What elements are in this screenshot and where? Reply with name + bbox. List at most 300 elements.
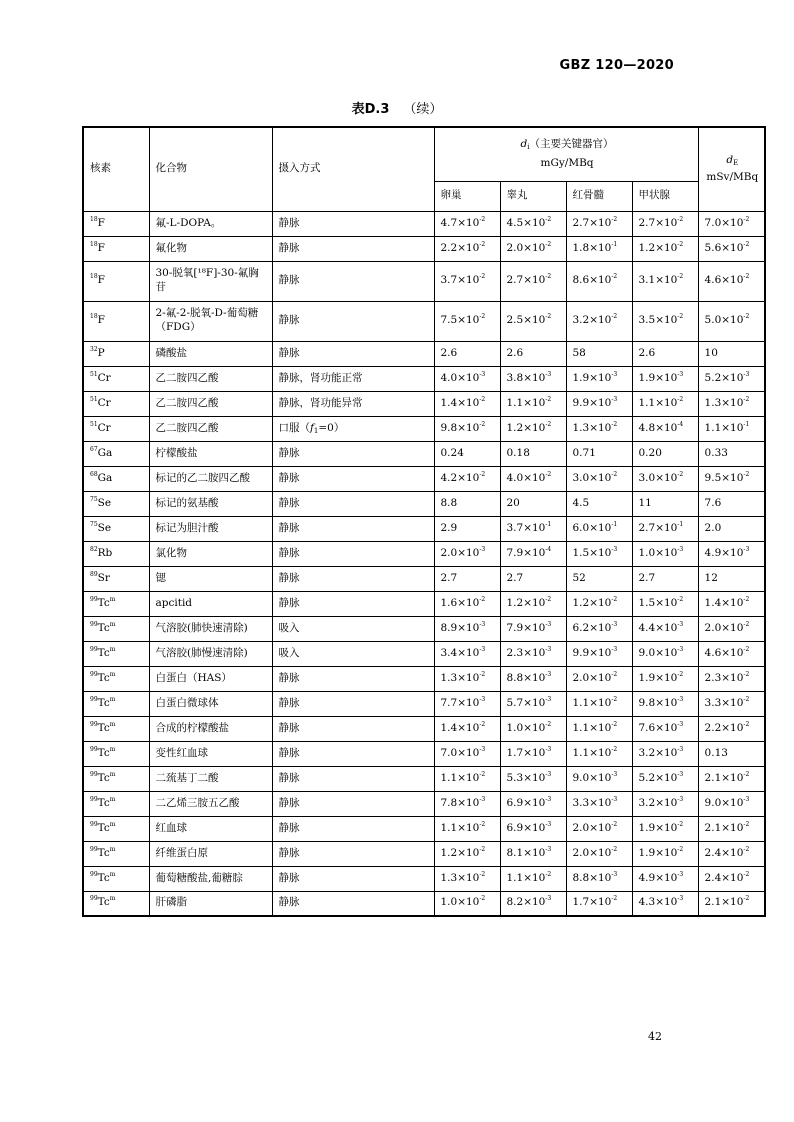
value-exponent: -3 xyxy=(545,370,552,378)
nuclide-element: Tc xyxy=(97,846,110,859)
intake-text: 静脉 xyxy=(278,521,300,534)
intake-cell xyxy=(272,766,434,791)
red-bone-marrow-dose: $2.0\times 10^{-2}$ xyxy=(566,841,632,866)
intake-cell xyxy=(272,691,434,716)
testis-dose: $2.7\times 10^{-2}$ xyxy=(500,261,566,301)
nuclide-meta: m xyxy=(109,720,116,728)
value-exponent: -3 xyxy=(611,370,618,378)
intake-cell xyxy=(272,616,434,641)
intake-f-sub: 1 xyxy=(313,426,319,435)
intake-cell xyxy=(272,591,434,616)
value-exponent: -3 xyxy=(479,545,486,553)
nuclide-mass: 67 xyxy=(90,445,98,453)
effective-dose xyxy=(698,741,765,766)
ovary-dose: $1.4\times 10^{-2}$ xyxy=(434,716,500,741)
nuclide-mass: 18 xyxy=(90,240,98,248)
compound-cell: 二巯基丁二酸 xyxy=(149,766,272,791)
nuclide-mass: 99 xyxy=(90,720,98,728)
nuclide-mass: 18 xyxy=(90,313,98,321)
effective-dose xyxy=(698,491,765,516)
ovary-dose: $7.0\times 10^{-3}$ xyxy=(434,741,500,766)
ovary-dose xyxy=(434,341,500,366)
testis-dose: $1.2\times 10^{-2}$ xyxy=(500,591,566,616)
value-mantissa: 4.9 xyxy=(638,871,656,884)
value-exponent: -2 xyxy=(545,420,552,428)
testis-dose: $5.3\times 10^{-3}$ xyxy=(500,766,566,791)
thyroid-dose: $1.9\times 10^{-2}$ xyxy=(632,841,698,866)
value-mantissa: 1.9 xyxy=(638,846,656,859)
nuclide-cell xyxy=(83,416,149,441)
value-exponent: -3 xyxy=(545,770,552,778)
effective-dose: $2.1\times 10^{-2}$ xyxy=(698,766,765,791)
value-mantissa: 1.5 xyxy=(638,596,656,609)
header-nuclide: 核素 xyxy=(83,127,149,211)
compound-cell: 标记的乙二胺四乙酸 xyxy=(149,466,272,491)
value-mantissa: 2.9 xyxy=(440,521,458,534)
value-exponent: -3 xyxy=(479,620,486,628)
nuclide-cell xyxy=(83,341,149,366)
intake-text: 静脉 xyxy=(278,846,300,859)
value-mantissa: 4.2 xyxy=(440,471,458,484)
value-exponent: -2 xyxy=(479,820,486,828)
thyroid-dose: $4.4\times 10^{-3}$ xyxy=(632,616,698,641)
nuclide-cell xyxy=(83,366,149,391)
value-exponent: -3 xyxy=(611,870,618,878)
value-exponent: -2 xyxy=(743,645,750,653)
red-bone-marrow-dose: $1.7\times 10^{-2}$ xyxy=(566,891,632,916)
value-mantissa: 3.4 xyxy=(440,646,458,659)
intake-text: 吸入 xyxy=(278,646,300,659)
value-mantissa: 1.1 xyxy=(440,771,458,784)
nuclide-cell xyxy=(83,891,149,916)
value-exponent: -2 xyxy=(545,595,552,603)
nuclide-cell xyxy=(83,491,149,516)
dose-symbol: d xyxy=(520,137,528,150)
value-mantissa: 1.2 xyxy=(572,596,590,609)
value-mantissa: 3.2 xyxy=(638,746,656,759)
value-exponent: -2 xyxy=(479,895,486,903)
table-row xyxy=(83,516,765,541)
value-mantissa: 4.3 xyxy=(638,896,656,909)
intake-text: 静脉 xyxy=(278,571,300,584)
ovary-dose: $3.7\times 10^{-2}$ xyxy=(434,261,500,301)
value-mantissa: 2.7 xyxy=(638,521,656,534)
table-row xyxy=(83,766,765,791)
nuclide-mass: 99 xyxy=(90,745,98,753)
value-mantissa: 1.1 xyxy=(572,696,590,709)
nuclide-mass: 99 xyxy=(90,845,98,853)
value-exponent: -2 xyxy=(611,820,618,828)
value-mantissa: 12 xyxy=(704,571,718,584)
nuclide-cell xyxy=(83,741,149,766)
nuclide-cell xyxy=(83,391,149,416)
red-bone-marrow-dose: $2.7\times 10^{-2}$ xyxy=(566,211,632,236)
value-mantissa: 1.2 xyxy=(506,596,524,609)
value-mantissa: 2.0 xyxy=(440,546,458,559)
value-exponent: -2 xyxy=(743,895,750,903)
value-mantissa: 4.8 xyxy=(638,421,656,434)
thyroid-dose: $2.7\times 10^{-1}$ xyxy=(632,516,698,541)
table-row xyxy=(83,566,765,591)
value-mantissa: 0.13 xyxy=(704,746,728,759)
testis-dose: $1.1\times 10^{-2}$ xyxy=(500,866,566,891)
value-mantissa: 0.20 xyxy=(638,446,662,459)
effective-dose: $2.1\times 10^{-2}$ xyxy=(698,891,765,916)
intake-text: 静脉 xyxy=(278,546,300,559)
value-mantissa: 1.3 xyxy=(704,396,722,409)
value-exponent: -3 xyxy=(677,720,684,728)
nuclide-cell xyxy=(83,466,149,491)
testis-dose: $8.8\times 10^{-3}$ xyxy=(500,666,566,691)
value-exponent: -4 xyxy=(677,420,684,428)
header-organ: 甲状腺 xyxy=(632,181,698,211)
testis-dose: $2.3\times 10^{-3}$ xyxy=(500,641,566,666)
value-exponent: -2 xyxy=(479,215,486,223)
value-exponent: -2 xyxy=(479,420,486,428)
compound-cell: 2-氟-2-脱氧-D-葡萄糖（FDG） xyxy=(149,301,272,341)
nuclide-cell xyxy=(83,791,149,816)
red-bone-marrow-dose: $8.8\times 10^{-3}$ xyxy=(566,866,632,891)
value-mantissa: 4.9 xyxy=(704,546,722,559)
value-mantissa: 1.9 xyxy=(638,821,656,834)
value-exponent: -3 xyxy=(545,820,552,828)
value-exponent: -1 xyxy=(545,520,552,528)
ovary-dose: $7.7\times 10^{-3}$ xyxy=(434,691,500,716)
nuclide-meta: m xyxy=(109,845,116,853)
nuclide-element: Tc xyxy=(97,746,110,759)
table-row xyxy=(83,591,765,616)
intake-text: 静脉，肾功能正常 xyxy=(278,371,363,384)
intake-cell xyxy=(272,566,434,591)
value-exponent: -3 xyxy=(545,745,552,753)
effective-dose: $2.3\times 10^{-2}$ xyxy=(698,666,765,691)
nuclide-cell xyxy=(83,301,149,341)
value-exponent: -2 xyxy=(677,395,684,403)
value-exponent: -2 xyxy=(743,845,750,853)
value-mantissa: 2.1 xyxy=(704,771,722,784)
value-exponent: -3 xyxy=(677,620,684,628)
table-row xyxy=(83,616,765,641)
thyroid-dose: $7.6\times 10^{-3}$ xyxy=(632,716,698,741)
value-mantissa: 1.7 xyxy=(572,896,590,909)
thyroid-dose: $1.5\times 10^{-2}$ xyxy=(632,591,698,616)
testis-dose: $3.8\times 10^{-3}$ xyxy=(500,366,566,391)
value-exponent: -2 xyxy=(545,273,552,281)
value-mantissa: 5.3 xyxy=(506,771,524,784)
value-mantissa: 4.6 xyxy=(704,646,722,659)
table-row xyxy=(83,391,765,416)
intake-cell xyxy=(272,301,434,341)
value-exponent: -3 xyxy=(545,670,552,678)
effective-dose: $3.3\times 10^{-2}$ xyxy=(698,691,765,716)
value-mantissa: 7.5 xyxy=(440,314,458,327)
compound-cell: 柠檬酸盐 xyxy=(149,441,272,466)
thyroid-dose: $1.0\times 10^{-3}$ xyxy=(632,541,698,566)
ovary-dose: $1.3\times 10^{-2}$ xyxy=(434,866,500,891)
value-exponent: -2 xyxy=(545,240,552,248)
table-continued: （续） xyxy=(403,102,443,117)
thyroid-dose: $9.0\times 10^{-3}$ xyxy=(632,641,698,666)
testis-dose: $8.2\times 10^{-3}$ xyxy=(500,891,566,916)
compound-cell: 纤维蛋白原 xyxy=(149,841,272,866)
compound-cell: 氯化物 xyxy=(149,541,272,566)
thyroid-dose: $1.1\times 10^{-2}$ xyxy=(632,391,698,416)
value-mantissa: 1.1 xyxy=(638,396,656,409)
thyroid-dose: $4.9\times 10^{-3}$ xyxy=(632,866,698,891)
value-exponent: -2 xyxy=(611,273,618,281)
ovary-dose: $3.4\times 10^{-3}$ xyxy=(434,641,500,666)
intake-tail: =0） xyxy=(318,421,345,434)
value-exponent: -3 xyxy=(677,795,684,803)
red-bone-marrow-dose: $1.1\times 10^{-2}$ xyxy=(566,741,632,766)
value-exponent: -2 xyxy=(743,595,750,603)
nuclide-element: P xyxy=(97,346,105,359)
value-exponent: -2 xyxy=(611,420,618,428)
nuclide-element: F xyxy=(97,314,105,327)
effective-dose: $2.4\times 10^{-2}$ xyxy=(698,866,765,891)
value-mantissa: 2.7 xyxy=(638,216,656,229)
nuclide-element: F xyxy=(97,241,105,254)
red-bone-marrow-dose: $3.0\times 10^{-2}$ xyxy=(566,466,632,491)
value-mantissa: 3.1 xyxy=(638,274,656,287)
red-bone-marrow-dose: $9.0\times 10^{-3}$ xyxy=(566,766,632,791)
table-row xyxy=(83,466,765,491)
nuclide-meta: m xyxy=(109,695,116,703)
value-exponent: -3 xyxy=(677,870,684,878)
effective-dose xyxy=(698,566,765,591)
value-mantissa: 2.3 xyxy=(704,671,722,684)
value-exponent: -3 xyxy=(611,395,618,403)
nuclide-element: Tc xyxy=(97,696,110,709)
ovary-dose xyxy=(434,516,500,541)
value-exponent: -3 xyxy=(677,745,684,753)
value-exponent: -3 xyxy=(479,695,486,703)
compound-cell: 肝磷脂 xyxy=(149,891,272,916)
value-exponent: -2 xyxy=(677,240,684,248)
intake-text: 静脉 xyxy=(278,216,300,229)
intake-text: 静脉 xyxy=(278,471,300,484)
dose-table xyxy=(82,126,766,917)
value-mantissa: 5.2 xyxy=(704,371,722,384)
value-exponent: -2 xyxy=(743,215,750,223)
thyroid-dose xyxy=(632,491,698,516)
red-bone-marrow-dose: $1.5\times 10^{-3}$ xyxy=(566,541,632,566)
header-effective-dose xyxy=(698,127,765,211)
value-mantissa: 1.6 xyxy=(440,596,458,609)
nuclide-cell xyxy=(83,866,149,891)
value-exponent: -2 xyxy=(479,395,486,403)
ovary-dose: $1.2\times 10^{-2}$ xyxy=(434,841,500,866)
value-exponent: -3 xyxy=(545,645,552,653)
ovary-dose: $9.8\times 10^{-2}$ xyxy=(434,416,500,441)
thyroid-dose xyxy=(632,441,698,466)
value-exponent: -3 xyxy=(545,895,552,903)
value-exponent: -2 xyxy=(611,720,618,728)
value-exponent: -1 xyxy=(743,420,750,428)
nuclide-mass: 51 xyxy=(90,370,98,378)
value-exponent: -2 xyxy=(611,215,618,223)
thyroid-dose: $2.7\times 10^{-2}$ xyxy=(632,211,698,236)
nuclide-cell xyxy=(83,691,149,716)
nuclide-element: Tc xyxy=(97,771,110,784)
value-exponent: -3 xyxy=(479,795,486,803)
value-mantissa: 1.7 xyxy=(506,746,524,759)
nuclide-element: Tc xyxy=(97,646,110,659)
nuclide-element: Tc xyxy=(97,821,110,834)
nuclide-element: Tc xyxy=(97,721,110,734)
compound-cell: 气溶胶(肺快速清除) xyxy=(149,616,272,641)
value-mantissa: 4.0 xyxy=(440,371,458,384)
nuclide-cell xyxy=(83,516,149,541)
thyroid-dose: $4.3\times 10^{-3}$ xyxy=(632,891,698,916)
testis-dose: $2.0\times 10^{-2}$ xyxy=(500,236,566,261)
intake-cell xyxy=(272,366,434,391)
value-exponent: -3 xyxy=(479,745,486,753)
value-exponent: -4 xyxy=(545,545,552,553)
table-row xyxy=(83,716,765,741)
value-exponent: -2 xyxy=(479,870,486,878)
intake-cell xyxy=(272,391,434,416)
intake-cell xyxy=(272,441,434,466)
value-exponent: -2 xyxy=(479,313,486,321)
red-bone-marrow-dose xyxy=(566,491,632,516)
intake-cell xyxy=(272,816,434,841)
value-mantissa: 7.7 xyxy=(440,696,458,709)
value-mantissa: 9.9 xyxy=(572,396,590,409)
effective-dose: $1.3\times 10^{-2}$ xyxy=(698,391,765,416)
value-mantissa: 8.8 xyxy=(506,671,524,684)
effective-dose xyxy=(698,441,765,466)
value-exponent: -3 xyxy=(677,895,684,903)
ovary-dose: $7.8\times 10^{-3}$ xyxy=(434,791,500,816)
value-mantissa: 4.7 xyxy=(440,216,458,229)
thyroid-dose: $1.2\times 10^{-2}$ xyxy=(632,236,698,261)
intake-cell xyxy=(272,491,434,516)
thyroid-dose: $1.9\times 10^{-2}$ xyxy=(632,666,698,691)
table-row xyxy=(83,211,765,236)
red-bone-marrow-dose: $3.2\times 10^{-2}$ xyxy=(566,301,632,341)
header-organ-dose xyxy=(434,127,698,181)
value-exponent: -2 xyxy=(743,620,750,628)
value-mantissa: 3.3 xyxy=(572,796,590,809)
intake-text: 静脉 xyxy=(278,671,300,684)
value-exponent: -2 xyxy=(611,670,618,678)
value-mantissa: 1.4 xyxy=(440,721,458,734)
ovary-dose xyxy=(434,566,500,591)
nuclide-mass: 99 xyxy=(90,895,98,903)
value-mantissa: 3.2 xyxy=(638,796,656,809)
value-mantissa: 1.8 xyxy=(572,241,590,254)
page-number: 42 xyxy=(648,1030,662,1043)
value-mantissa: 7.0 xyxy=(440,746,458,759)
table-row xyxy=(83,741,765,766)
ovary-dose: $1.0\times 10^{-2}$ xyxy=(434,891,500,916)
value-exponent: -2 xyxy=(545,215,552,223)
value-exponent: -1 xyxy=(611,240,618,248)
ovary-dose xyxy=(434,491,500,516)
nuclide-cell xyxy=(83,766,149,791)
value-mantissa: 8.8 xyxy=(572,871,590,884)
intake-cell xyxy=(272,891,434,916)
value-mantissa: 8.1 xyxy=(506,846,524,859)
intake-cell xyxy=(272,541,434,566)
value-exponent: -2 xyxy=(479,240,486,248)
value-exponent: -2 xyxy=(611,470,618,478)
ovary-dose: $8.9\times 10^{-3}$ xyxy=(434,616,500,641)
value-exponent: -2 xyxy=(611,845,618,853)
nuclide-meta: m xyxy=(109,670,116,678)
eff-symbol: d xyxy=(726,153,734,166)
testis-dose: $7.9\times 10^{-3}$ xyxy=(500,616,566,641)
value-mantissa: 11 xyxy=(638,496,652,509)
red-bone-marrow-dose: $2.0\times 10^{-2}$ xyxy=(566,666,632,691)
value-mantissa: 2.0 xyxy=(572,846,590,859)
ovary-dose: $2.2\times 10^{-2}$ xyxy=(434,236,500,261)
value-exponent: -3 xyxy=(545,695,552,703)
table-row xyxy=(83,791,765,816)
header-organ: 睾丸 xyxy=(500,181,566,211)
value-mantissa: 7.9 xyxy=(506,621,524,634)
value-mantissa: 8.8 xyxy=(440,496,458,509)
nuclide-meta: m xyxy=(109,820,116,828)
value-mantissa: 2.6 xyxy=(638,346,656,359)
value-mantissa: 0.33 xyxy=(704,446,728,459)
compound-cell: 二乙烯三胺五乙酸 xyxy=(149,791,272,816)
value-exponent: -3 xyxy=(611,545,618,553)
nuclide-element: Ga xyxy=(97,446,113,459)
intake-text: 静脉 xyxy=(278,274,300,287)
value-mantissa: 2.0 xyxy=(704,621,722,634)
intake-cell xyxy=(272,791,434,816)
intake-cell xyxy=(272,666,434,691)
nuclide-cell xyxy=(83,666,149,691)
red-bone-marrow-dose xyxy=(566,441,632,466)
value-mantissa: 4.4 xyxy=(638,621,656,634)
value-exponent: -2 xyxy=(545,870,552,878)
intake-cell xyxy=(272,516,434,541)
value-mantissa: 8.6 xyxy=(572,274,590,287)
value-mantissa: 1.9 xyxy=(638,371,656,384)
red-bone-marrow-dose: $1.1\times 10^{-2}$ xyxy=(566,716,632,741)
value-exponent: -2 xyxy=(743,720,750,728)
value-mantissa: 2.4 xyxy=(704,871,722,884)
header-organ: 红骨髓 xyxy=(566,181,632,211)
table-row xyxy=(83,641,765,666)
value-mantissa: 7.0 xyxy=(704,216,722,229)
nuclide-element: Tc xyxy=(97,871,110,884)
value-exponent: -2 xyxy=(611,595,618,603)
nuclide-element: Tc xyxy=(97,621,110,634)
value-mantissa: 3.3 xyxy=(704,696,722,709)
value-mantissa: 5.0 xyxy=(704,314,722,327)
nuclide-cell xyxy=(83,841,149,866)
testis-dose: $8.1\times 10^{-3}$ xyxy=(500,841,566,866)
value-exponent: -2 xyxy=(677,313,684,321)
dose-symbol-sub: i xyxy=(527,142,530,151)
eff-unit: mSv/MBq xyxy=(706,171,759,184)
effective-dose: $5.6\times 10^{-2}$ xyxy=(698,236,765,261)
value-exponent: -3 xyxy=(743,795,750,803)
value-exponent: -3 xyxy=(545,795,552,803)
value-mantissa: 2.6 xyxy=(440,346,458,359)
effective-dose: $2.2\times 10^{-2}$ xyxy=(698,716,765,741)
value-mantissa: 6.2 xyxy=(572,621,590,634)
value-exponent: -1 xyxy=(677,520,684,528)
value-mantissa: 1.9 xyxy=(572,371,590,384)
table-row xyxy=(83,541,765,566)
value-mantissa: 1.2 xyxy=(638,241,656,254)
thyroid-dose: $3.1\times 10^{-2}$ xyxy=(632,261,698,301)
